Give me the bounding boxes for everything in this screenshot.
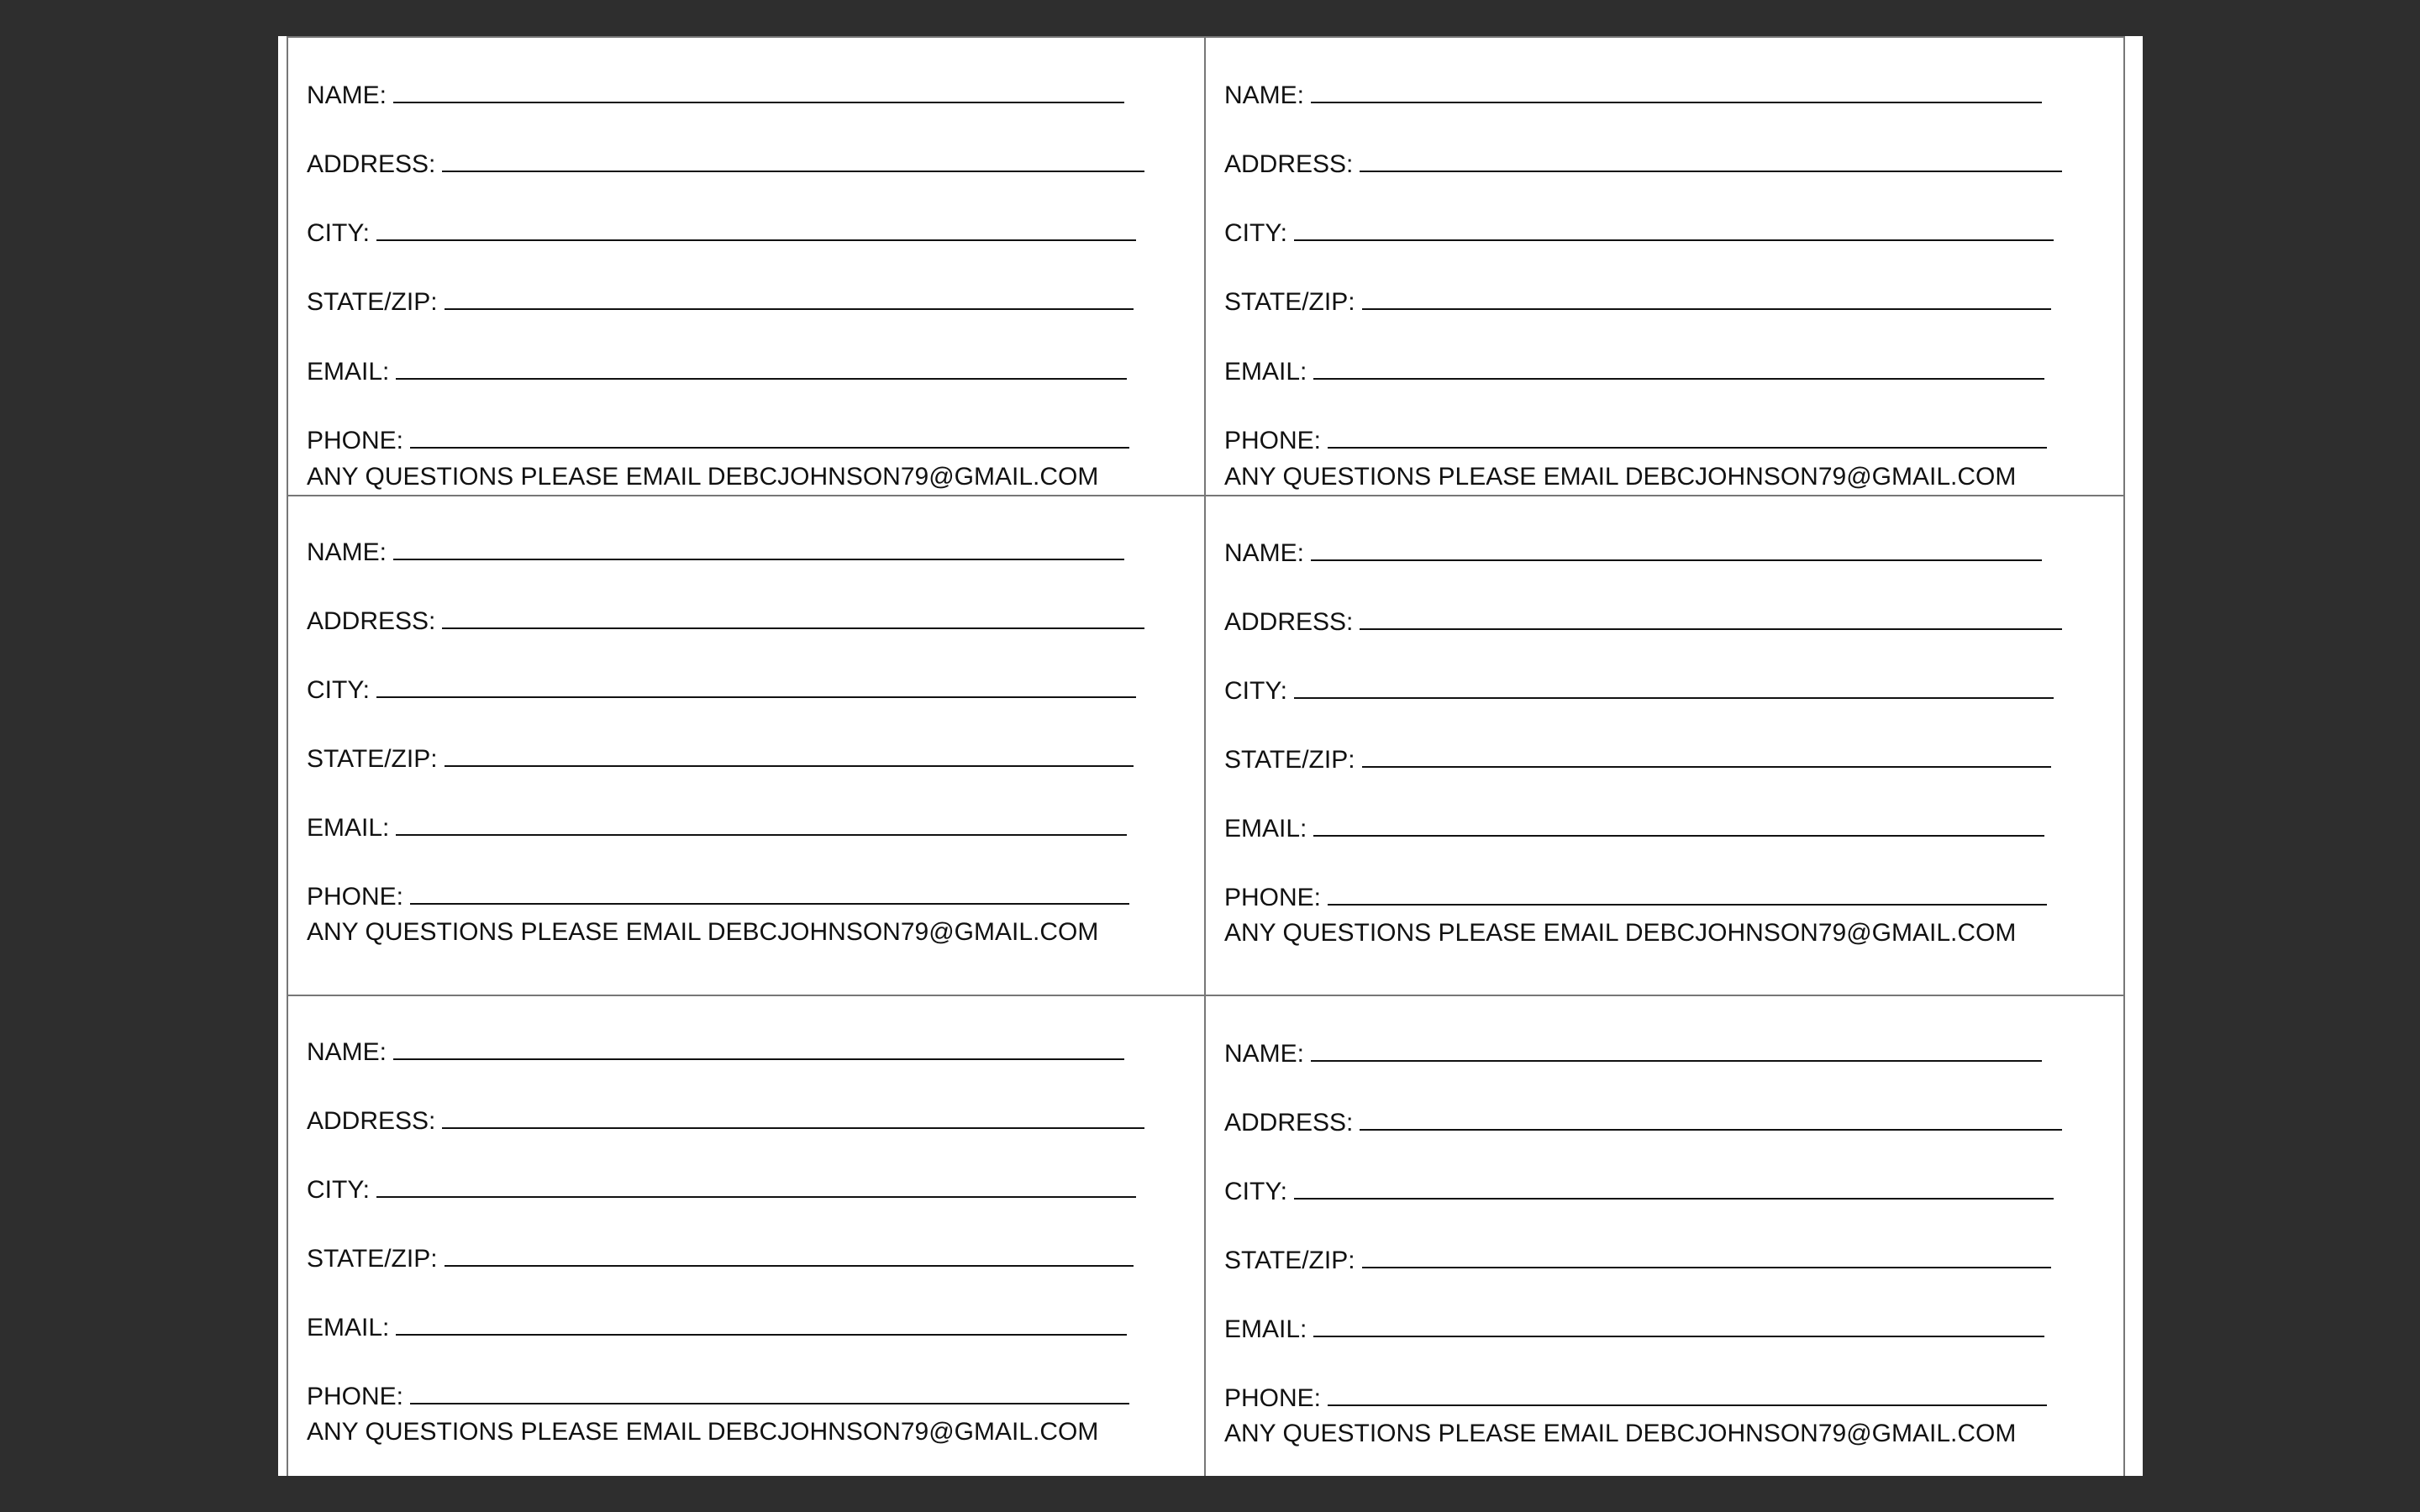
- write-line[interactable]: [442, 150, 1144, 172]
- city-field[interactable]: [307, 1176, 1136, 1205]
- email-field[interactable]: [1224, 815, 2044, 843]
- field-label: STATE/ZIP:: [1224, 288, 1355, 316]
- card-grid: [287, 36, 2125, 1476]
- field-label: STATE/ZIP:: [1224, 1247, 1355, 1274]
- field-label: ADDRESS:: [307, 150, 436, 178]
- address-card-2: [1206, 38, 2123, 495]
- write-line[interactable]: [410, 427, 1129, 449]
- city-field[interactable]: [307, 219, 1136, 248]
- write-line[interactable]: [376, 1176, 1136, 1198]
- field-label: ADDRESS:: [1224, 608, 1354, 636]
- field-label: CITY:: [1224, 677, 1288, 705]
- name-field[interactable]: [1224, 81, 2042, 110]
- contact-note: ANY QUESTIONS PLEASE EMAIL DEBCJOHNSON79@GMAIL.COM: [307, 1418, 1099, 1446]
- document-page: [278, 36, 2143, 1476]
- write-line[interactable]: [1328, 427, 2047, 449]
- write-line[interactable]: [410, 883, 1129, 905]
- address-field[interactable]: [1224, 150, 2062, 179]
- field-label: NAME:: [307, 1038, 387, 1066]
- write-line[interactable]: [442, 1107, 1144, 1129]
- field-label: NAME:: [1224, 539, 1305, 567]
- field-label: ADDRESS:: [1224, 150, 1354, 178]
- write-line[interactable]: [1311, 539, 2042, 561]
- field-label: CITY:: [307, 1176, 371, 1204]
- address-card-5: [288, 996, 1204, 1476]
- state-zip-field[interactable]: [307, 745, 1134, 774]
- write-line[interactable]: [1362, 746, 2051, 768]
- write-line[interactable]: [1360, 150, 2062, 172]
- write-line[interactable]: [393, 1038, 1124, 1060]
- field-label: NAME:: [1224, 81, 1305, 109]
- field-label: PHONE:: [307, 883, 404, 911]
- field-label: EMAIL:: [307, 358, 390, 386]
- write-line[interactable]: [1294, 219, 2054, 241]
- address-field[interactable]: [1224, 608, 2062, 637]
- email-field[interactable]: [307, 358, 1127, 386]
- city-field[interactable]: [1224, 677, 2054, 706]
- name-field[interactable]: [307, 81, 1124, 110]
- write-line[interactable]: [1294, 677, 2054, 699]
- write-line[interactable]: [376, 219, 1136, 241]
- field-label: NAME:: [307, 81, 387, 109]
- address-card-3: [288, 496, 1204, 995]
- field-label: PHONE:: [1224, 884, 1322, 911]
- write-line[interactable]: [376, 676, 1136, 698]
- write-line[interactable]: [1313, 1315, 2044, 1337]
- field-label: PHONE:: [307, 1383, 404, 1410]
- write-line[interactable]: [1311, 81, 2042, 103]
- state-zip-field[interactable]: [1224, 288, 2051, 317]
- phone-field[interactable]: [1224, 884, 2047, 912]
- field-label: CITY:: [1224, 219, 1288, 247]
- phone-field[interactable]: [307, 427, 1129, 455]
- contact-note: ANY QUESTIONS PLEASE EMAIL DEBCJOHNSON79@GMAIL.COM: [307, 463, 1099, 491]
- field-label: CITY:: [307, 676, 371, 704]
- contact-note: ANY QUESTIONS PLEASE EMAIL DEBCJOHNSON79@GMAIL.COM: [307, 918, 1099, 946]
- write-line[interactable]: [393, 538, 1124, 560]
- write-line[interactable]: [1328, 884, 2047, 906]
- write-line[interactable]: [1360, 608, 2062, 630]
- address-card-1: [288, 38, 1204, 495]
- write-line[interactable]: [396, 1314, 1127, 1336]
- field-label: EMAIL:: [1224, 815, 1307, 843]
- write-line[interactable]: [445, 745, 1134, 767]
- email-field[interactable]: [1224, 358, 2044, 386]
- field-label: STATE/ZIP:: [1224, 746, 1355, 774]
- write-line[interactable]: [445, 1245, 1134, 1267]
- write-line[interactable]: [1328, 1384, 2047, 1406]
- address-card-4: [1206, 496, 2123, 995]
- address-field[interactable]: [307, 150, 1144, 179]
- city-field[interactable]: [1224, 1178, 2054, 1206]
- phone-field[interactable]: [307, 883, 1129, 911]
- city-field[interactable]: [1224, 219, 2054, 248]
- address-card-6: [1206, 996, 2123, 1476]
- email-field[interactable]: [307, 1314, 1127, 1342]
- field-label: NAME:: [307, 538, 387, 566]
- state-zip-field[interactable]: [307, 1245, 1134, 1273]
- field-label: EMAIL:: [1224, 358, 1307, 386]
- state-zip-field[interactable]: [1224, 1247, 2051, 1275]
- phone-field[interactable]: [1224, 427, 2047, 455]
- address-field[interactable]: [1224, 1109, 2062, 1137]
- write-line[interactable]: [1313, 815, 2044, 837]
- write-line[interactable]: [1362, 1247, 2051, 1268]
- write-line[interactable]: [396, 814, 1127, 836]
- field-label: ADDRESS:: [307, 607, 436, 635]
- write-line[interactable]: [410, 1383, 1129, 1404]
- field-label: EMAIL:: [307, 814, 390, 842]
- field-label: ADDRESS:: [307, 1107, 436, 1135]
- field-label: STATE/ZIP:: [307, 1245, 438, 1273]
- field-label: ADDRESS:: [1224, 1109, 1354, 1137]
- field-label: CITY:: [307, 219, 371, 247]
- field-label: CITY:: [1224, 1178, 1288, 1205]
- field-label: EMAIL:: [307, 1314, 390, 1341]
- contact-note: ANY QUESTIONS PLEASE EMAIL DEBCJOHNSON79@GMAIL.COM: [1224, 463, 2017, 491]
- email-field[interactable]: [307, 814, 1127, 843]
- field-label: PHONE:: [307, 427, 404, 454]
- name-field[interactable]: [307, 1038, 1124, 1067]
- field-label: PHONE:: [1224, 427, 1322, 454]
- write-line[interactable]: [1362, 288, 2051, 310]
- contact-note: ANY QUESTIONS PLEASE EMAIL DEBCJOHNSON79@GMAIL.COM: [1224, 919, 2017, 947]
- field-label: EMAIL:: [1224, 1315, 1307, 1343]
- write-line[interactable]: [1313, 358, 2044, 380]
- write-line[interactable]: [393, 81, 1124, 103]
- name-field[interactable]: [307, 538, 1124, 567]
- write-line[interactable]: [1360, 1109, 2062, 1131]
- city-field[interactable]: [307, 676, 1136, 705]
- phone-field[interactable]: [1224, 1384, 2047, 1413]
- state-zip-field[interactable]: [1224, 746, 2051, 774]
- email-field[interactable]: [1224, 1315, 2044, 1344]
- field-label: STATE/ZIP:: [307, 288, 438, 316]
- address-field[interactable]: [307, 1107, 1144, 1136]
- contact-note: ANY QUESTIONS PLEASE EMAIL DEBCJOHNSON79@GMAIL.COM: [1224, 1420, 2017, 1447]
- write-line[interactable]: [1311, 1040, 2042, 1062]
- field-label: PHONE:: [1224, 1384, 1322, 1412]
- name-field[interactable]: [1224, 1040, 2042, 1068]
- field-label: NAME:: [1224, 1040, 1305, 1068]
- write-line[interactable]: [442, 607, 1144, 629]
- address-field[interactable]: [307, 607, 1144, 636]
- state-zip-field[interactable]: [307, 288, 1134, 317]
- write-line[interactable]: [1294, 1178, 2054, 1200]
- field-label: STATE/ZIP:: [307, 745, 438, 773]
- name-field[interactable]: [1224, 539, 2042, 568]
- write-line[interactable]: [396, 358, 1127, 380]
- write-line[interactable]: [445, 288, 1134, 310]
- phone-field[interactable]: [307, 1383, 1129, 1411]
